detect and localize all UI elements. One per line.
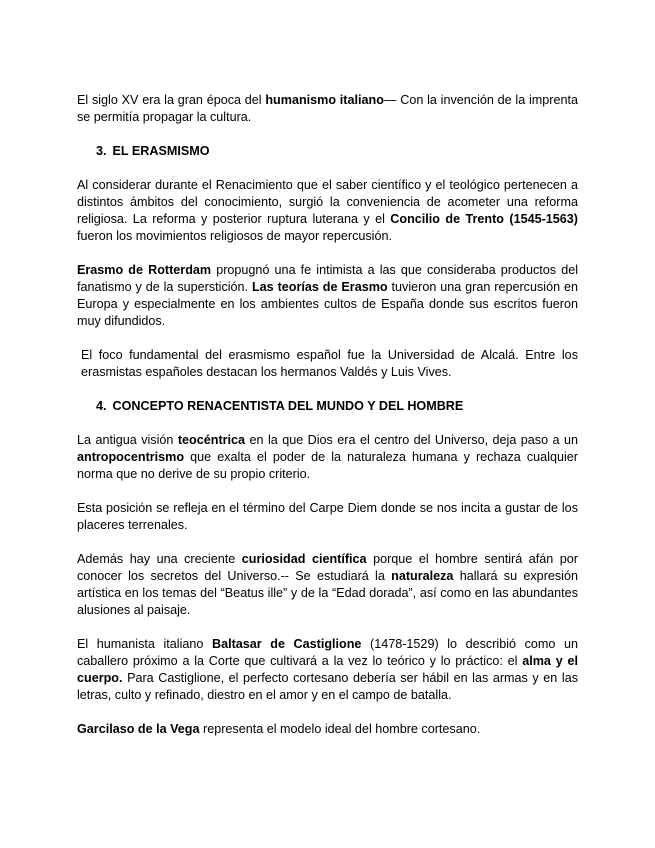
text-run: El siglo XV era la gran época del <box>77 93 266 107</box>
text-run: porque el hombre sentirá afán por conocer los secretos del Universo.-- Se estudiará la <box>77 552 578 583</box>
text-run: Esta posición se refleja en el término del Carpe Diem donde se nos incita a gustar de los placeres terrenales. <box>77 501 578 532</box>
bold-term-humanismo-italiano: humanismo italiano <box>265 93 384 107</box>
bold-term-erasmo-rotterdam: Erasmo de Rotterdam <box>77 263 212 277</box>
paragraph-garcilaso <box>77 721 578 738</box>
text-run: que exalta el poder de la naturaleza humana y rechaza cualquier norma que no derive de su propio criterio. <box>77 450 578 481</box>
text-run: El foco fundamental del erasmismo español fue la Universidad de Alcalá. Entre los erasmistas españoles destacan los hermanos Valdés y Luis Vives. <box>81 348 578 379</box>
paragraph-humanismo <box>77 92 578 126</box>
bold-term-concilio-trento: Concilio de Trento (1545-1563) <box>390 212 578 226</box>
text-run: propugnó una fe intimista a las que consideraba productos del fanatismo y de la superstición. <box>77 263 578 294</box>
paragraph-erasmo <box>77 262 578 330</box>
text-run: Para Castiglione, el perfecto cortesano debería ser hábil en las armas y en las letras, culto y refinado, diestro en el amor y en el campo de batalla. <box>77 671 578 702</box>
paragraph-alcala <box>77 347 578 381</box>
text-run: tuvieron una gran repercusión en Europa y especialmente en los ambientes cultos de España donde sus escritos fueron muy difundidos. <box>77 280 578 328</box>
text-run: (1478-1529) lo describió como un caballero próximo a la Corte que cultivará a la vez lo teórico y lo práctico: el <box>77 637 578 668</box>
text-run: — Con la invención de la imprenta se permitía propagar la cultura. <box>77 93 578 124</box>
text-run: Además hay una creciente <box>77 552 242 566</box>
section-heading-concepto <box>77 398 578 415</box>
bold-term-naturaleza: naturaleza <box>391 569 454 583</box>
bold-term-curiosidad-cientifica: curiosidad científica <box>241 552 367 566</box>
bold-term-garcilaso: Garcilaso de la Vega <box>77 722 200 736</box>
text-run: Al considerar durante el Renacimiento que el saber científico y el teológico pertenecen a distintos ámbitos del conocimiento, surgió la conveniencia de acometer una reforma religiosa. La reforma y posterior ruptura luterana y el <box>77 178 578 226</box>
bold-term-teorias-erasmo: Las teorías de Erasmo <box>251 280 388 294</box>
bold-term-baltasar-castiglione: Baltasar de Castiglione <box>211 637 362 651</box>
document-page <box>77 92 578 738</box>
paragraph-antropocentrismo <box>77 432 578 483</box>
section-title: EL ERASMISMO <box>112 144 210 158</box>
paragraph-carpe-diem <box>77 500 578 534</box>
bold-term-teocentrica: teocéntrica <box>177 433 246 447</box>
bold-term-alma-cuerpo: alma y el cuerpo. <box>77 654 578 685</box>
paragraph-castiglione <box>77 636 578 704</box>
section-heading-erasmismo <box>77 143 578 160</box>
text-run: El humanista italiano <box>77 637 212 651</box>
section-title: CONCEPTO RENACENTISTA DEL MUNDO Y DEL HOMBRE <box>112 399 464 413</box>
text-run: fueron los movimientos religiosos de mayor repercusión. <box>77 229 392 243</box>
section-number: 3. <box>96 144 107 158</box>
text-run: La antigua visión <box>77 433 178 447</box>
bold-term-antropocentrismo: antropocentrismo <box>77 450 185 464</box>
text-run: representa el modelo ideal del hombre cortesano. <box>199 722 481 736</box>
text-run: hallará su expresión artística en los temas del “Beatus ille” y de la “Edad dorada”, así como en las abundantes alusiones al paisaje. <box>77 569 578 617</box>
section-number: 4. <box>96 399 107 413</box>
paragraph-reforma <box>77 177 578 245</box>
text-run: en la que Dios era el centro del Universo, deja paso a un <box>245 433 578 447</box>
paragraph-curiosidad <box>77 551 578 619</box>
